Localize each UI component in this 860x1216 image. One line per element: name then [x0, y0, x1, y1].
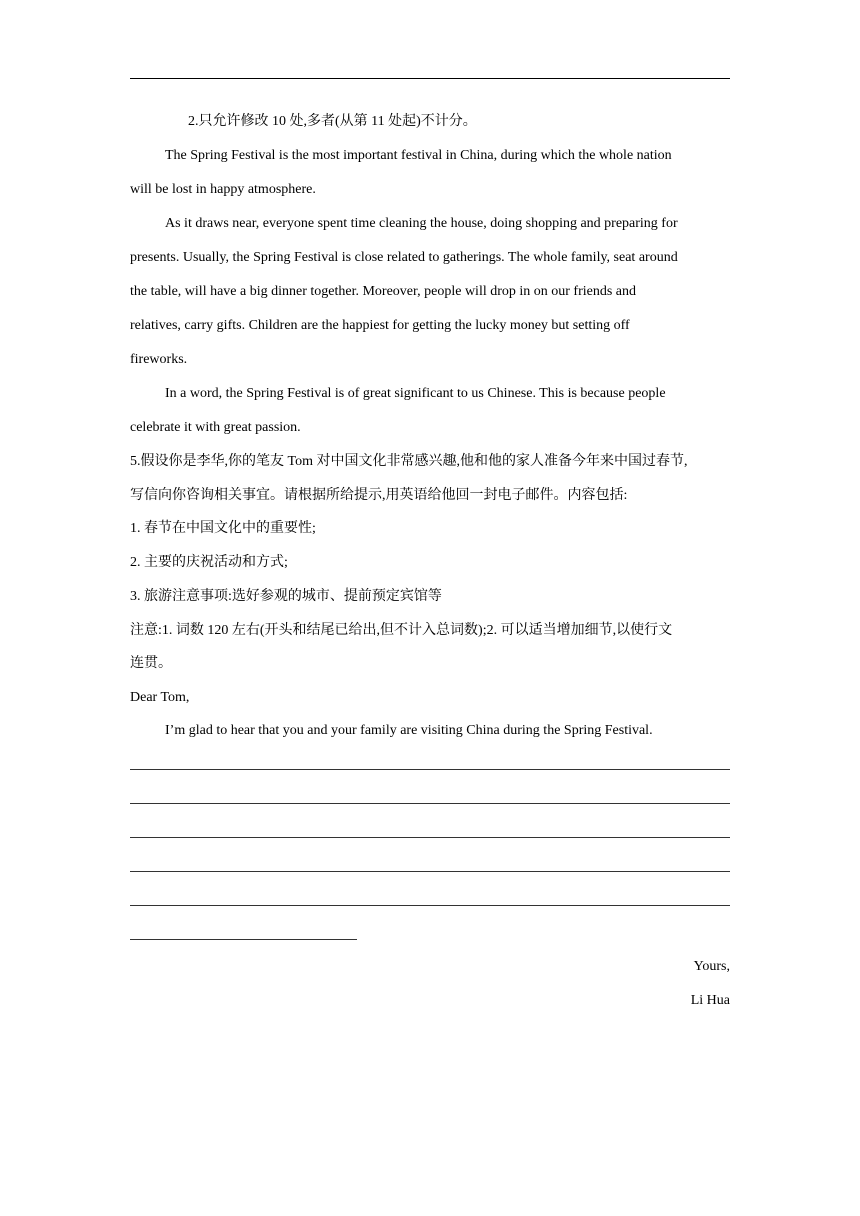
header-rule [130, 78, 730, 79]
task-5-item-2: 2. 主要的庆祝活动和方式; [130, 555, 288, 570]
passage-line: the table, will have a big dinner together. Moreover, people will drop in on our friends and [130, 284, 637, 299]
task-5-notes: 注意:1. 词数 120 左右(开头和结尾已给出,但不计入总词数);2. 可以适当增加细节,以使行文 [130, 623, 673, 638]
answer-line [130, 803, 730, 804]
passage-line: celebrate it with great passion. [130, 420, 301, 435]
passage-line: In a word, the Spring Festival is of great significant to us Chinese. This is because people [165, 386, 666, 401]
answer-line [130, 837, 730, 838]
task-5-item-3: 3. 旅游注意事项:选好参观的城市、提前预定宾馆等 [130, 589, 442, 604]
answer-line [130, 871, 730, 872]
letter-signature: Li Hua [690, 993, 730, 1008]
letter-greeting: Dear Tom, [130, 690, 190, 705]
answer-line [130, 939, 357, 940]
answer-line [130, 905, 730, 906]
passage-line: fireworks. [130, 352, 188, 367]
letter-closing: Yours, [693, 959, 730, 974]
task-5-notes: 连贯。 [130, 656, 172, 671]
task-5-item-1: 1. 春节在中国文化中的重要性; [130, 521, 316, 536]
passage-line: presents. Usually, the Spring Festival is close related to gatherings. The whole family, seat around [130, 250, 678, 265]
passage-line: relatives, carry gifts. Children are the happiest for getting the lucky money but setting off [130, 318, 630, 333]
passage-line: As it draws near, everyone spent time cleaning the house, doing shopping and preparing for [165, 216, 678, 231]
passage-line: will be lost in happy atmosphere. [130, 182, 316, 197]
answer-line [130, 769, 730, 770]
passage-line: The Spring Festival is the most important festival in China, during which the whole nation [165, 148, 672, 163]
task-5-intro: 5.假设你是李华,你的笔友 Tom 对中国文化非常感兴趣,他和他的家人准备今年来中国过春节, [130, 454, 688, 469]
letter-opening: I’m glad to hear that you and your family are visiting China during the Spring Festival. [165, 723, 653, 738]
task-5-intro: 写信向你咨询相关事宜。请根据所给提示,用英语给他回一封电子邮件。内容包括: [130, 488, 628, 503]
instruction-note-2: 2.只允许修改 10 处,多者(从第 11 处起)不计分。 [188, 114, 477, 129]
